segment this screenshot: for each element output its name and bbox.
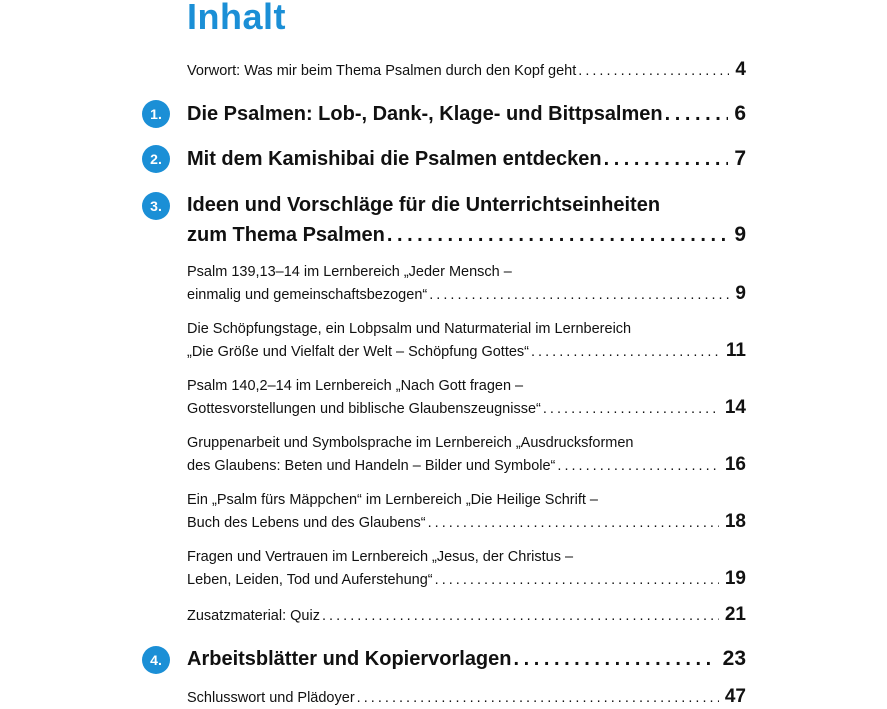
leader-dots <box>578 61 729 82</box>
toc-entry-chapter-3[interactable] <box>187 190 746 250</box>
entry-label-line-1: Psalm 140,2–14 im Lernbereich „Nach Gott fragen – <box>187 378 524 394</box>
page-number: 4 <box>735 59 746 80</box>
entry-label: Die Psalmen: Lob-, Dank-, Klage- und Bittpsalmen <box>187 103 663 125</box>
entry-label: Arbeitsblätter und Kopiervorlagen <box>187 648 512 670</box>
entry-label: Mit dem Kamishibai die Psalmen entdecken <box>187 148 602 170</box>
entry-label: Schlusswort und Plädoyer <box>187 690 355 706</box>
leader-dots <box>531 342 720 363</box>
chapter-number-badge: 2. <box>142 145 170 173</box>
toc-entry-chapter-2[interactable] <box>187 144 746 174</box>
page-number: 47 <box>724 686 746 707</box>
entry-label-line-2: „Die Größe und Vielfalt der Welt – Schöpfung Gottes“ <box>187 344 529 360</box>
entry-label: Zusatzmaterial: Quiz <box>187 608 320 624</box>
leader-dots <box>357 688 719 709</box>
entry-label-line-2: des Glaubens: Beten und Handeln – Bilder und Symbole“ <box>187 458 556 474</box>
leader-dots <box>387 220 728 250</box>
toc-entry-sub-2[interactable] <box>187 319 746 363</box>
page-number: 14 <box>724 397 746 418</box>
leader-dots <box>322 606 719 627</box>
page-number: 23 <box>722 647 746 670</box>
page-title: Inhalt <box>187 0 286 37</box>
entry-label-line-1: Fragen und Vertrauen im Lernbereich „Jesus, der Christus – <box>187 549 574 565</box>
entry-label-line-1: Gruppenarbeit und Symbolsprache im Lernbereich „Ausdrucksformen <box>187 435 634 451</box>
page-number: 21 <box>724 604 746 625</box>
leader-dots <box>428 513 719 534</box>
leader-dots <box>514 644 717 674</box>
toc-entry-sub-7[interactable] <box>187 604 746 627</box>
entry-label-line-1: Ein „Psalm fürs Mäppchen“ im Lernbereich „Die Heilige Schrift – <box>187 492 598 508</box>
toc-entry-chapter-4[interactable] <box>187 644 746 674</box>
toc-entry-sub-6[interactable] <box>187 547 746 591</box>
entry-label-line-1: Psalm 139,13–14 im Lernbereich „Jeder Mensch – <box>187 264 512 280</box>
toc-entry-sub-3[interactable] <box>187 376 746 420</box>
page-number: 18 <box>724 511 746 532</box>
leader-dots <box>557 456 718 477</box>
page-number: 11 <box>725 340 746 361</box>
chapter-number-badge: 4. <box>142 646 170 674</box>
leader-dots <box>429 285 729 306</box>
chapter-number-badge: 1. <box>142 100 170 128</box>
chapter-number-badge: 3. <box>142 192 170 220</box>
leader-dots <box>604 144 729 174</box>
toc-entry-chapter-1[interactable] <box>187 99 746 129</box>
entry-label-line-2: Buch des Lebens und des Glaubens“ <box>187 515 426 531</box>
page-number: 9 <box>734 223 746 246</box>
entry-label-line-2: zum Thema Psalmen <box>187 224 385 246</box>
entry-label-line-2: Gottesvorstellungen und biblische Glaubenszeugnisse“ <box>187 401 541 417</box>
page-number: 9 <box>735 283 746 304</box>
page-number: 6 <box>734 102 746 125</box>
leader-dots <box>435 570 719 591</box>
toc-entry-sub-4[interactable] <box>187 433 746 477</box>
page-number: 7 <box>734 147 746 170</box>
toc-entry-sub-1[interactable] <box>187 262 746 306</box>
entry-label-line-2: Leben, Leiden, Tod und Auferstehung“ <box>187 572 433 588</box>
entry-label-line-1: Die Schöpfungstage, ein Lobpsalm und Naturmaterial im Lernbereich <box>187 321 632 337</box>
leader-dots <box>543 399 719 420</box>
page-number: 19 <box>724 568 746 589</box>
toc-entry-vorwort[interactable] <box>187 59 746 82</box>
toc-entry-schlusswort[interactable] <box>187 686 746 709</box>
entry-label-line-2: einmalig und gemeinschaftsbezogen“ <box>187 287 428 303</box>
leader-dots <box>665 99 729 129</box>
entry-label-line-1: Ideen und Vorschläge für die Unterrichtseinheiten <box>187 194 661 216</box>
toc-entry-sub-5[interactable] <box>187 490 746 534</box>
entry-label: Vorwort: Was mir beim Thema Psalmen durch den Kopf geht <box>187 63 577 79</box>
page-number: 16 <box>724 454 746 475</box>
